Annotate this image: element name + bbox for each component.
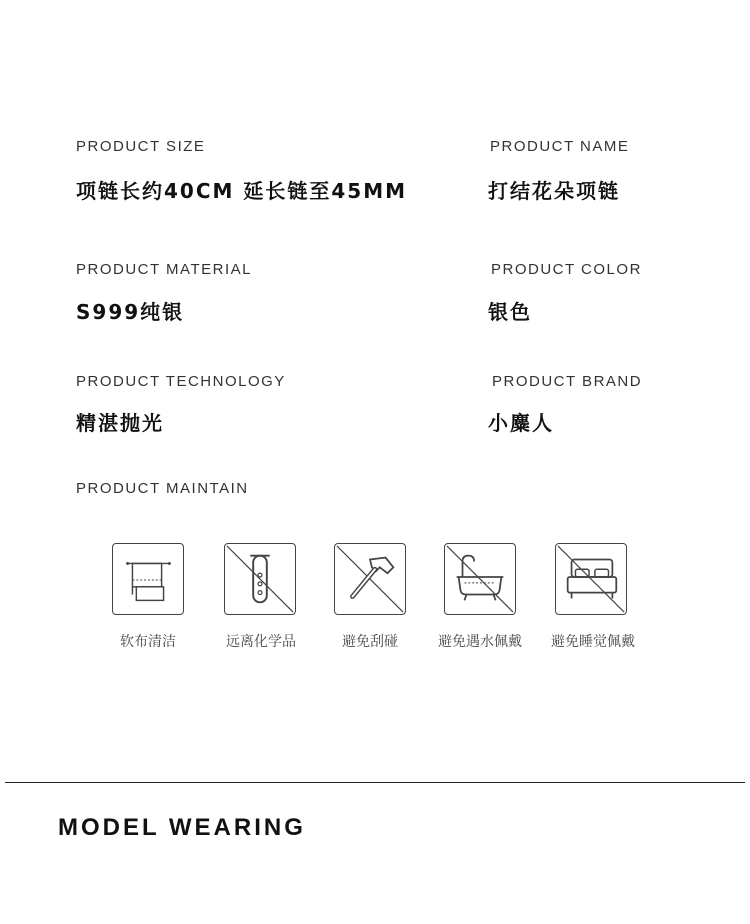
product-brand-value: 小麋人 <box>488 411 554 435</box>
product-name-label: PRODUCT NAME <box>490 138 630 155</box>
product-brand-label: PRODUCT BRAND <box>492 373 643 390</box>
product-maintain-label: PRODUCT MAINTAIN <box>76 480 249 497</box>
no-hammer-icon <box>334 543 406 615</box>
product-name-value: 打结花朵项链 <box>488 179 620 203</box>
product-technology-label: PRODUCT TECHNOLOGY <box>76 373 286 390</box>
care-caption-no-water: 避免遇水佩戴 <box>438 634 522 650</box>
care-caption-no-scratch: 避免刮碰 <box>342 634 398 650</box>
no-bath-icon <box>444 543 516 615</box>
section-divider <box>5 782 745 783</box>
product-size-value: 项链长约40CM 延长链至45MM <box>76 179 408 203</box>
product-material-value: S999纯银 <box>76 300 185 324</box>
towel-icon <box>112 543 184 615</box>
product-color-value: 银色 <box>488 300 532 324</box>
product-color-label: PRODUCT COLOR <box>491 261 642 278</box>
model-wearing-title: MODEL WEARING <box>58 814 306 841</box>
care-caption-no-sleep: 避免睡觉佩戴 <box>551 634 635 650</box>
product-material-label: PRODUCT MATERIAL <box>76 261 252 278</box>
no-sleep-icon <box>555 543 627 615</box>
care-caption-no-chemicals: 远离化学品 <box>226 634 296 650</box>
product-size-label: PRODUCT SIZE <box>76 138 206 155</box>
care-caption-soft-cloth: 软布清洁 <box>120 634 176 650</box>
no-chemicals-icon <box>224 543 296 615</box>
product-technology-value: 精湛抛光 <box>76 411 164 435</box>
